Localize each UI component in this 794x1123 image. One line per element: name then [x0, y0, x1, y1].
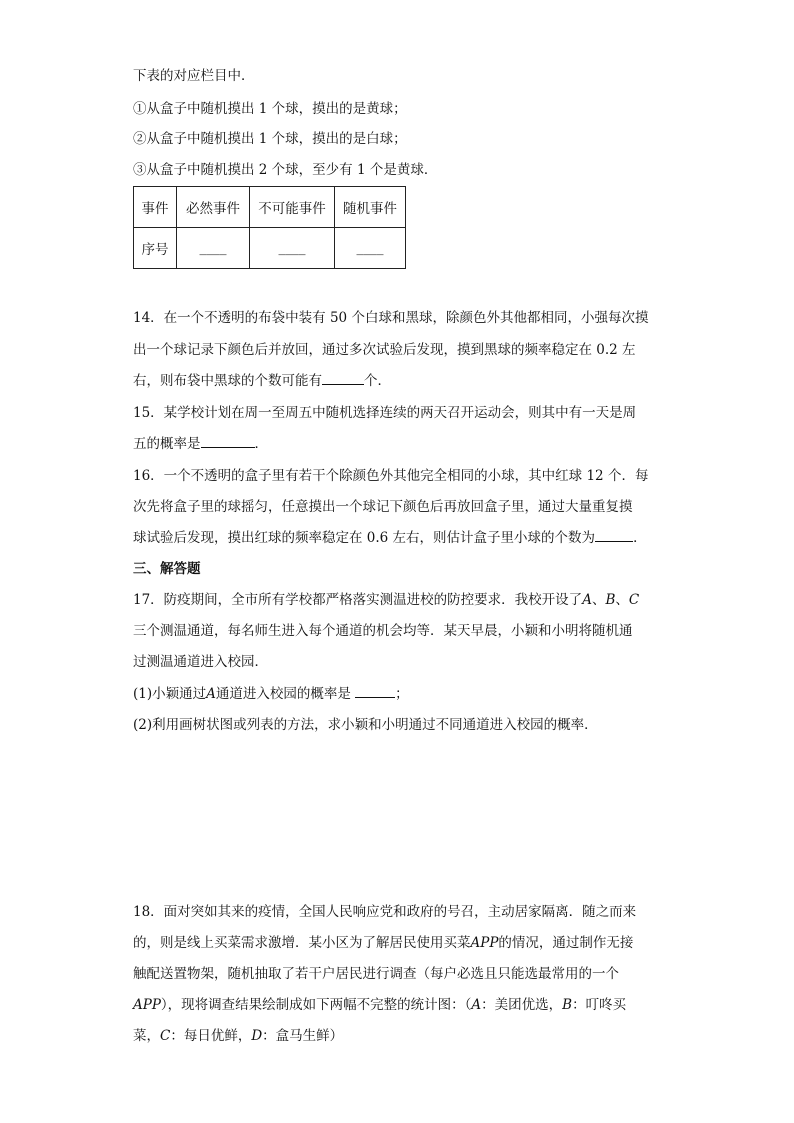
q18-var: APP: [133, 997, 161, 1013]
q14-text: 个．: [364, 373, 391, 389]
q18-line-3: 触配送置物架，随机抽取了若干户居民进行调查（每户必选且只能选最常用的一个: [133, 966, 619, 982]
q18-var: APP: [470, 935, 499, 951]
answer-blank: [355, 697, 395, 698]
q18-line-4: [133, 995, 626, 1015]
q17-text: 17．防疫期间，全市所有学校都严格落实测温进校的防控要求．我校开设了: [133, 592, 583, 608]
q18-text: 菜，: [133, 1028, 160, 1044]
answer-blank: ____: [177, 228, 250, 269]
q16-line-1: 16．一个不透明的盒子里有若干个除颜色外其他完全相同的小球，其中红球 12 个．每: [133, 468, 649, 484]
q17-text: 、: [615, 592, 629, 608]
intro-line: 下表的对应栏目中．: [133, 68, 255, 84]
q15-text: ．: [254, 436, 268, 452]
event-table: [133, 186, 406, 269]
q18-text: ：盒马生鲜）: [262, 1028, 344, 1044]
q18-text: ：美团优选，: [481, 997, 563, 1013]
q14-line-3: [133, 371, 391, 391]
header-cell: 随机事件: [335, 187, 406, 228]
q18-line-2: [133, 933, 633, 953]
answer-blank: ____: [250, 228, 335, 269]
table-row: [134, 228, 406, 269]
q18-text: 的情况，通过制作无接: [498, 935, 634, 951]
answer-blank: [595, 541, 633, 542]
q18-var: B: [562, 997, 573, 1013]
q15-line-1: 15．某学校计划在周一至周五中随机选择连续的两天召开运动会，则其中有一天是周: [133, 405, 637, 421]
condition-2: ②从盒子中随机摸出 1 个球，摸出的是白球；: [133, 131, 407, 147]
condition-3: ③从盒子中随机摸出 2 个球，至少有 1 个是黄球．: [133, 162, 438, 178]
q17-part-2: (2)利用画树状图或列表的方法，求小颖和小明通过不同通道进入校园的概率．: [133, 717, 598, 733]
answer-blank: [201, 447, 255, 448]
q18-line-5: [133, 1026, 343, 1046]
q15-line-2: [133, 434, 268, 454]
q18-var: D: [251, 1028, 263, 1044]
q18-var: A: [471, 997, 482, 1013]
q17-var: A: [206, 686, 216, 702]
q18-text: 的，则是线上买菜需求激增．某小区为了解居民使用买菜: [133, 935, 471, 951]
q17-line-1: [133, 590, 639, 610]
q17-line-3: 过测温通道进入校园．: [133, 654, 268, 670]
q16-line-3: [133, 528, 647, 548]
q17-text: ；: [395, 686, 409, 702]
section-heading: 三、解答题: [133, 561, 201, 577]
q14-text: 右，则布袋中黑球的个数可能有: [133, 373, 322, 389]
q18-var: C: [160, 1028, 171, 1044]
q18-line-1: 18．面对突如其来的疫情，全国人民响应党和政府的号召，主动居家隔离．随之而来: [133, 904, 637, 920]
header-cell: 不可能事件: [250, 187, 335, 228]
q17-var: C: [628, 592, 640, 608]
q17-text: 、: [591, 592, 606, 608]
header-cell: 必然事件: [177, 187, 250, 228]
q17-var: A: [582, 592, 592, 608]
q15-text: 五的概率是: [133, 436, 201, 452]
q17-text: (1)小颖通过: [133, 686, 207, 702]
q18-text: ：叮咚买: [572, 997, 627, 1013]
answer-blank: ____: [335, 228, 406, 269]
q17-text: 通道进入校园的概率是: [215, 686, 351, 702]
condition-1: ①从盒子中随机摸出 1 个球，摸出的是黄球；: [133, 101, 407, 117]
row-label: 序号: [134, 228, 177, 269]
answer-blank: [322, 384, 364, 385]
q17-var: B: [605, 592, 616, 608]
q16-text: 球试验后发现，摸出红球的频率稳定在 0.6 左右，则估计盒子里小球的个数为: [133, 530, 596, 546]
q14-line-2: 出一个球记录下颜色后并放回，通过多次试验后发现，摸到黑球的频率稳定在 0.2 左: [133, 342, 636, 358]
q16-line-2: 次先将盒子里的球摇匀，任意摸出一个球记下颜色后再放回盒子里，通过大量重复摸: [133, 499, 633, 515]
table-header-row: [134, 187, 406, 228]
q17-part-1: [133, 684, 409, 704]
q16-text: ．: [633, 530, 647, 546]
q17-line-2: 三个测温通道，每名师生进入每个通道的机会均等．某天早晨，小颖和小明将随机通: [133, 623, 633, 639]
header-cell: 事件: [134, 187, 177, 228]
q14-line-1: 14．在一个不透明的布袋中装有 50 个白球和黑球，除颜色外其他都相同，小强每次摸: [133, 310, 649, 326]
q18-text: ：每日优鲜，: [170, 1028, 252, 1044]
q18-text: ），现将调查结果绘制成如下两幅不完整的统计图：（: [160, 997, 472, 1013]
